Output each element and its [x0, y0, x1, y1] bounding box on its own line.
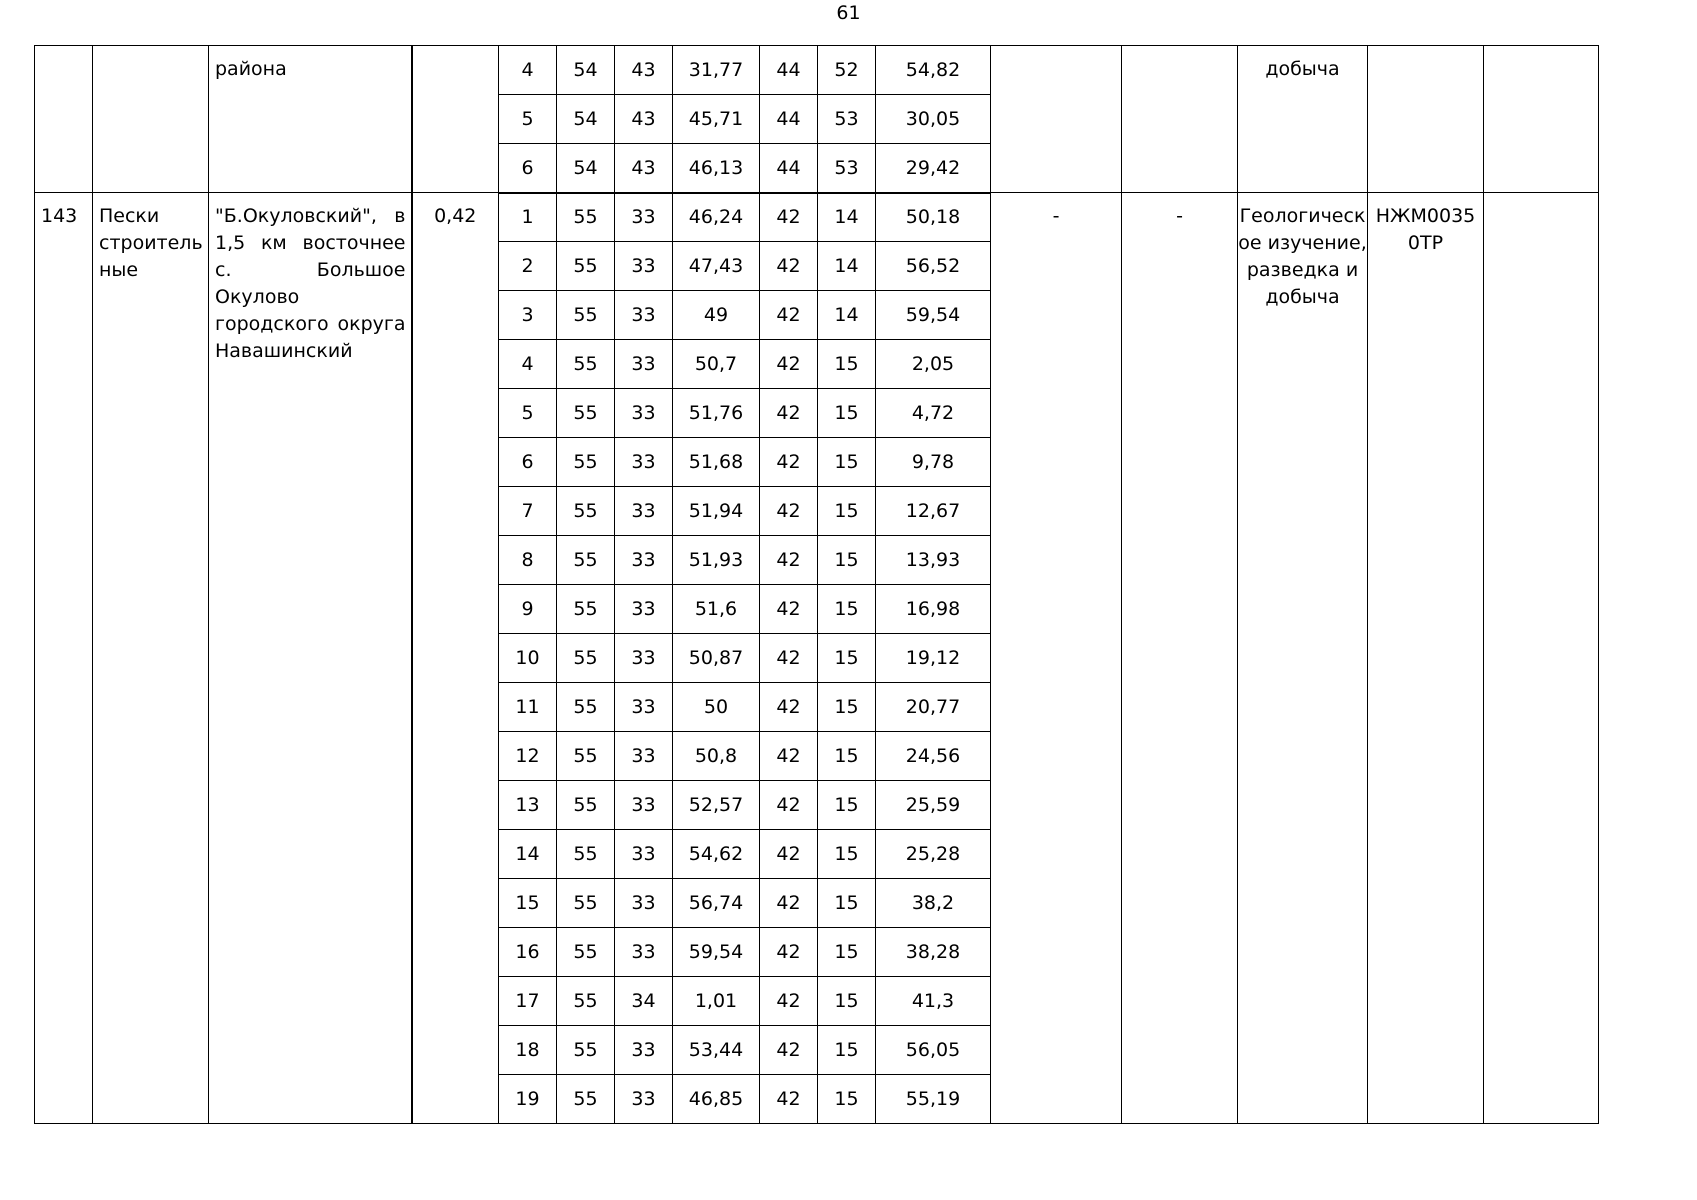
lon-sec-cell: 56,52 — [876, 242, 991, 291]
lon-min-cell: 14 — [818, 242, 876, 291]
lat-sec-cell: 50,8 — [673, 732, 760, 781]
lat-min-cell: 33 — [615, 781, 673, 830]
point-number-cell: 10 — [499, 634, 557, 683]
lon-deg-cell: 42 — [760, 340, 818, 389]
lon-deg-cell: 42 — [760, 585, 818, 634]
lon-deg-cell: 42 — [760, 781, 818, 830]
point-number-cell: 9 — [499, 585, 557, 634]
lon-sec-cell: 19,12 — [876, 634, 991, 683]
row-number-cell — [35, 46, 93, 193]
lon-sec-cell: 20,77 — [876, 683, 991, 732]
lon-sec-cell: 30,05 — [876, 95, 991, 144]
lat-deg-cell: 55 — [557, 683, 615, 732]
point-number-cell: 11 — [499, 683, 557, 732]
lon-sec-cell: 24,56 — [876, 732, 991, 781]
point-number-cell: 12 — [499, 732, 557, 781]
lon-min-cell: 15 — [818, 879, 876, 928]
point-number-cell: 5 — [499, 95, 557, 144]
lat-min-cell: 33 — [615, 487, 673, 536]
location-cell: района — [209, 46, 412, 193]
table-row — [35, 193, 1599, 242]
lon-min-cell: 14 — [818, 193, 876, 242]
lat-sec-cell: 51,94 — [673, 487, 760, 536]
lat-min-cell: 43 — [615, 144, 673, 193]
lon-sec-cell: 2,05 — [876, 340, 991, 389]
note-cell — [1484, 193, 1599, 1124]
lat-min-cell: 33 — [615, 1026, 673, 1075]
lon-min-cell: 15 — [818, 781, 876, 830]
lat-deg-cell: 55 — [557, 879, 615, 928]
lon-min-cell: 15 — [818, 340, 876, 389]
lon-min-cell: 15 — [818, 487, 876, 536]
lon-sec-cell: 50,18 — [876, 193, 991, 242]
lon-sec-cell: 12,67 — [876, 487, 991, 536]
lat-sec-cell: 51,6 — [673, 585, 760, 634]
lat-sec-cell: 50,87 — [673, 634, 760, 683]
deposits-table — [34, 45, 1599, 1124]
lat-deg-cell: 54 — [557, 46, 615, 95]
lat-deg-cell: 55 — [557, 291, 615, 340]
point-number-cell: 14 — [499, 830, 557, 879]
lat-sec-cell: 54,62 — [673, 830, 760, 879]
lon-sec-cell: 41,3 — [876, 977, 991, 1026]
point-number-cell: 8 — [499, 536, 557, 585]
lon-deg-cell: 44 — [760, 95, 818, 144]
lat-deg-cell: 55 — [557, 340, 615, 389]
lon-min-cell: 53 — [818, 144, 876, 193]
lat-sec-cell: 56,74 — [673, 879, 760, 928]
col-a-cell — [991, 46, 1122, 193]
lat-min-cell: 33 — [615, 830, 673, 879]
lat-min-cell: 33 — [615, 193, 673, 242]
lat-sec-cell: 50 — [673, 683, 760, 732]
lon-sec-cell: 9,78 — [876, 438, 991, 487]
lon-min-cell: 15 — [818, 1026, 876, 1075]
lat-sec-cell: 50,7 — [673, 340, 760, 389]
lon-deg-cell: 42 — [760, 928, 818, 977]
lon-deg-cell: 42 — [760, 389, 818, 438]
area-cell: 0,42 — [412, 193, 499, 1124]
lon-min-cell: 15 — [818, 683, 876, 732]
point-number-cell: 3 — [499, 291, 557, 340]
lat-sec-cell: 53,44 — [673, 1026, 760, 1075]
table-row — [35, 46, 1599, 95]
lon-min-cell: 15 — [818, 732, 876, 781]
lat-min-cell: 33 — [615, 634, 673, 683]
lat-deg-cell: 54 — [557, 144, 615, 193]
point-number-cell: 13 — [499, 781, 557, 830]
point-number-cell: 6 — [499, 438, 557, 487]
resource-cell: Пески строитель ные — [93, 193, 209, 1124]
row-number-cell: 143 — [35, 193, 93, 1124]
lat-sec-cell: 1,01 — [673, 977, 760, 1026]
lon-deg-cell: 42 — [760, 683, 818, 732]
lat-min-cell: 33 — [615, 879, 673, 928]
license-cell: НЖМ0035 0ТР — [1368, 193, 1484, 1124]
lat-min-cell: 33 — [615, 928, 673, 977]
lon-min-cell: 15 — [818, 830, 876, 879]
lat-deg-cell: 55 — [557, 585, 615, 634]
lat-deg-cell: 55 — [557, 536, 615, 585]
lon-sec-cell: 55,19 — [876, 1075, 991, 1124]
lat-deg-cell: 55 — [557, 1075, 615, 1124]
lon-sec-cell: 25,28 — [876, 830, 991, 879]
lon-sec-cell: 56,05 — [876, 1026, 991, 1075]
lon-deg-cell: 42 — [760, 242, 818, 291]
lon-sec-cell: 29,42 — [876, 144, 991, 193]
lat-deg-cell: 55 — [557, 193, 615, 242]
lat-deg-cell: 55 — [557, 732, 615, 781]
lat-sec-cell: 46,85 — [673, 1075, 760, 1124]
lon-deg-cell: 42 — [760, 977, 818, 1026]
point-number-cell: 18 — [499, 1026, 557, 1075]
lat-deg-cell: 55 — [557, 830, 615, 879]
lat-deg-cell: 54 — [557, 95, 615, 144]
table-body — [35, 46, 1599, 1124]
lat-sec-cell: 59,54 — [673, 928, 760, 977]
col-b-cell — [1122, 46, 1238, 193]
lon-min-cell: 15 — [818, 928, 876, 977]
lat-min-cell: 33 — [615, 438, 673, 487]
lon-deg-cell: 42 — [760, 732, 818, 781]
lon-deg-cell: 42 — [760, 1026, 818, 1075]
lat-min-cell: 33 — [615, 389, 673, 438]
lat-min-cell: 43 — [615, 95, 673, 144]
lon-min-cell: 15 — [818, 389, 876, 438]
lat-sec-cell: 52,57 — [673, 781, 760, 830]
col-a-cell: - — [991, 193, 1122, 1124]
lat-sec-cell: 45,71 — [673, 95, 760, 144]
lat-sec-cell: 51,68 — [673, 438, 760, 487]
lon-sec-cell: 38,28 — [876, 928, 991, 977]
lat-min-cell: 34 — [615, 977, 673, 1026]
area-cell — [412, 46, 499, 193]
lat-sec-cell: 46,13 — [673, 144, 760, 193]
page-number: 61 — [836, 2, 861, 24]
point-number-cell: 6 — [499, 144, 557, 193]
lon-sec-cell: 54,82 — [876, 46, 991, 95]
lon-deg-cell: 42 — [760, 634, 818, 683]
lat-deg-cell: 55 — [557, 242, 615, 291]
resource-cell — [93, 46, 209, 193]
lat-min-cell: 33 — [615, 585, 673, 634]
point-number-cell: 4 — [499, 46, 557, 95]
lat-sec-cell: 47,43 — [673, 242, 760, 291]
lon-sec-cell: 38,2 — [876, 879, 991, 928]
lat-sec-cell: 46,24 — [673, 193, 760, 242]
point-number-cell: 5 — [499, 389, 557, 438]
lon-deg-cell: 44 — [760, 144, 818, 193]
lon-deg-cell: 44 — [760, 46, 818, 95]
lat-deg-cell: 55 — [557, 1026, 615, 1075]
lon-deg-cell: 42 — [760, 879, 818, 928]
lon-deg-cell: 42 — [760, 291, 818, 340]
lon-deg-cell: 42 — [760, 830, 818, 879]
lat-deg-cell: 55 — [557, 634, 615, 683]
lat-deg-cell: 55 — [557, 977, 615, 1026]
lon-min-cell: 52 — [818, 46, 876, 95]
lon-min-cell: 15 — [818, 1075, 876, 1124]
lat-min-cell: 33 — [615, 732, 673, 781]
lat-min-cell: 43 — [615, 46, 673, 95]
lon-sec-cell: 13,93 — [876, 536, 991, 585]
point-number-cell: 19 — [499, 1075, 557, 1124]
lon-min-cell: 15 — [818, 977, 876, 1026]
lat-min-cell: 33 — [615, 536, 673, 585]
point-number-cell: 17 — [499, 977, 557, 1026]
lat-sec-cell: 51,76 — [673, 389, 760, 438]
lat-min-cell: 33 — [615, 340, 673, 389]
lon-min-cell: 53 — [818, 95, 876, 144]
point-number-cell: 4 — [499, 340, 557, 389]
lat-deg-cell: 55 — [557, 781, 615, 830]
lon-sec-cell: 59,54 — [876, 291, 991, 340]
lon-deg-cell: 42 — [760, 1075, 818, 1124]
lon-deg-cell: 42 — [760, 193, 818, 242]
purpose-cell: Геологическ ое изучение, разведка и добыча — [1238, 193, 1368, 1124]
lon-deg-cell: 42 — [760, 487, 818, 536]
note-cell — [1484, 46, 1599, 193]
lat-min-cell: 33 — [615, 1075, 673, 1124]
lon-sec-cell: 4,72 — [876, 389, 991, 438]
lat-sec-cell: 51,93 — [673, 536, 760, 585]
lat-sec-cell: 49 — [673, 291, 760, 340]
lat-deg-cell: 55 — [557, 487, 615, 536]
col-b-cell: - — [1122, 193, 1238, 1124]
lon-deg-cell: 42 — [760, 438, 818, 487]
lat-min-cell: 33 — [615, 242, 673, 291]
lon-sec-cell: 16,98 — [876, 585, 991, 634]
license-cell — [1368, 46, 1484, 193]
point-number-cell: 7 — [499, 487, 557, 536]
lon-min-cell: 15 — [818, 536, 876, 585]
lat-deg-cell: 55 — [557, 389, 615, 438]
lon-sec-cell: 25,59 — [876, 781, 991, 830]
lon-min-cell: 15 — [818, 438, 876, 487]
lon-min-cell: 15 — [818, 634, 876, 683]
lat-min-cell: 33 — [615, 291, 673, 340]
point-number-cell: 2 — [499, 242, 557, 291]
point-number-cell: 15 — [499, 879, 557, 928]
lat-deg-cell: 55 — [557, 438, 615, 487]
purpose-cell: добыча — [1238, 46, 1368, 193]
lon-min-cell: 15 — [818, 585, 876, 634]
lat-min-cell: 33 — [615, 683, 673, 732]
lon-min-cell: 14 — [818, 291, 876, 340]
point-number-cell: 16 — [499, 928, 557, 977]
location-cell: "Б.Окуловский", в 1,5 км восточнее с. Большое Окулово городского округа Навашинский — [209, 193, 412, 1124]
lat-deg-cell: 55 — [557, 928, 615, 977]
point-number-cell: 1 — [499, 193, 557, 242]
lat-sec-cell: 31,77 — [673, 46, 760, 95]
lon-deg-cell: 42 — [760, 536, 818, 585]
